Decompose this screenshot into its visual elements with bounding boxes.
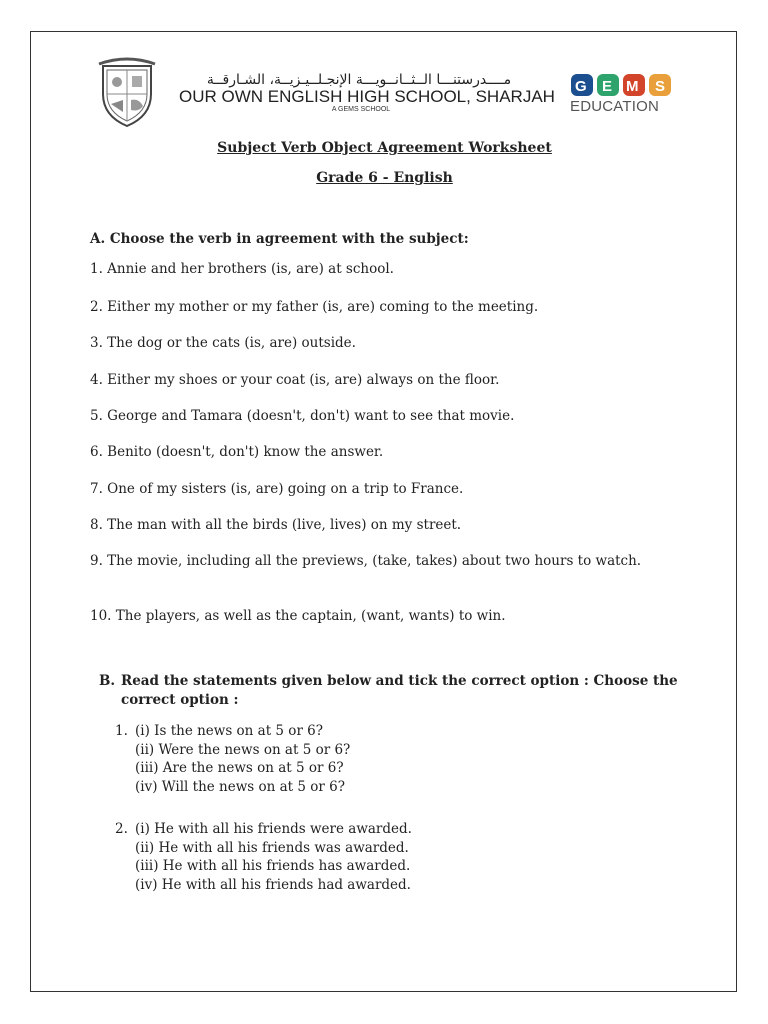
- school-crest-icon: [95, 56, 159, 128]
- question-a-8: 8. The man with all the birds (live, lives) on my street.: [90, 517, 462, 533]
- section-b-heading: [99, 672, 689, 710]
- question-a-5: 5. George and Tamara (doesn't, don't) want to see that movie.: [90, 408, 515, 424]
- worksheet-title: Subject Verb Object Agreement Worksheet: [217, 140, 552, 156]
- question-b-2-number: 2.: [115, 821, 128, 837]
- question-a-1: 1. Annie and her brothers (is, are) at school.: [90, 261, 394, 277]
- question-a-3: 3. The dog or the cats (is, are) outside.: [90, 335, 356, 351]
- gems-letter-m: M: [626, 78, 639, 95]
- question-b-1-option-4: (iv) Will the news on at 5 or 6?: [135, 778, 345, 795]
- question-b-2: [115, 820, 412, 894]
- question-a-9: 9. The movie, including all the previews, (take, takes) about two hours to watch.: [90, 553, 642, 569]
- school-name-arabic: مــــدرستنـــا الــثــانــويـــة الإنجـلــيـزيــة، الشـارقــة: [206, 72, 512, 88]
- question-b-1-option-3: (iii) Are the news on at 5 or 6?: [135, 760, 344, 776]
- question-b-2-option-3: (iii) He with all his friends has awarded.: [135, 858, 411, 874]
- question-b-2-option-4: (iv) He with all his friends had awarded.: [135, 876, 411, 893]
- worksheet-subtitle: Grade 6 - English: [316, 170, 453, 186]
- question-b-1: [115, 722, 350, 796]
- question-a-10: 10. The players, as well as the captain, (want, wants) to win.: [90, 608, 506, 624]
- worksheet-page: [30, 31, 737, 992]
- gems-letter-s: S: [655, 78, 666, 95]
- section-b-letter: B.: [99, 673, 116, 689]
- section-a-heading: A. Choose the verb in agreement with the subject:: [90, 231, 469, 247]
- question-b-1-option-2: (ii) Were the news on at 5 or 6?: [135, 741, 351, 758]
- school-subtitle: A GEMS SCHOOL: [331, 106, 391, 113]
- gems-education-text: EDUCATION: [570, 98, 660, 115]
- question-a-2: 2. Either my mother or my father (is, are) coming to the meeting.: [90, 299, 539, 315]
- question-a-4: 4. Either my shoes or your coat (is, are) always on the floor.: [90, 372, 500, 388]
- question-b-1-number: 1.: [115, 723, 128, 739]
- question-b-2-option-2: (ii) He with all his friends was awarded.: [135, 839, 409, 856]
- question-b-1-option-1: (i) Is the news on at 5 or 6?: [135, 723, 324, 739]
- question-b-2-option-1: (i) He with all his friends were awarded.: [135, 821, 412, 837]
- question-a-7: 7. One of my sisters (is, are) going on a trip to France.: [90, 481, 464, 497]
- question-a-6: 6. Benito (doesn't, don't) know the answer.: [90, 444, 384, 460]
- school-name: OUR OWN ENGLISH HIGH SCHOOL, SHARJAH: [179, 87, 555, 106]
- gems-letter-e: E: [602, 78, 613, 95]
- section-b-heading-text: Read the statements given below and tick the correct option : Choose the correct option :: [121, 673, 678, 708]
- gems-letter-g: G: [575, 78, 587, 95]
